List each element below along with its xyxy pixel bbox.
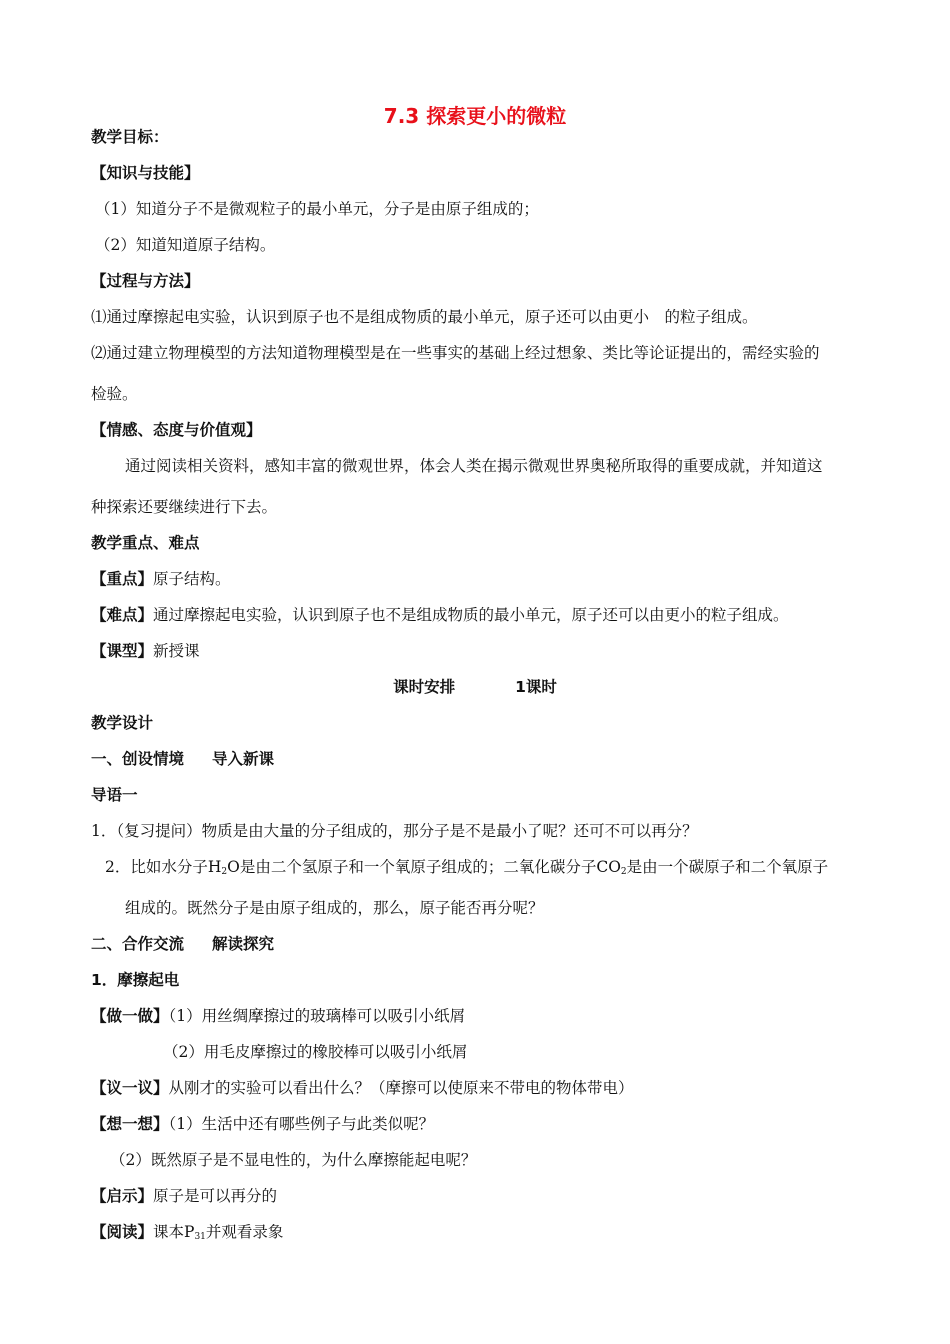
key-point-text: 原子结构。 bbox=[153, 570, 231, 588]
section-1-subtitle: 导入新课 bbox=[212, 750, 275, 768]
process-item-2-cont: 检验。 bbox=[91, 385, 138, 403]
hint-text: 原子是可以再分的 bbox=[153, 1187, 278, 1205]
discuss-line bbox=[91, 1078, 634, 1098]
key-points-heading: 教学重点、难点 bbox=[91, 534, 200, 552]
process-item-2: ⑵通过建立物理模型的方法知道物理模型是在一些事实的基础上经过想象、类比等论证提出的，需经实验的 bbox=[91, 344, 820, 362]
subscript: 2 bbox=[620, 867, 627, 877]
knowledge-item-2: （2）知道知道原子结构。 bbox=[95, 236, 276, 254]
discuss-label: 【议一议】 bbox=[91, 1079, 169, 1097]
design-heading: 教学设计 bbox=[91, 714, 154, 732]
read-text-a: 课本P bbox=[153, 1223, 195, 1241]
process-heading: 【过程与方法】 bbox=[91, 272, 200, 290]
read-text-b: 并观看录象 bbox=[205, 1223, 284, 1241]
section-2-subtitle: 解读探究 bbox=[212, 935, 275, 953]
friction-heading: 1．摩擦起电 bbox=[91, 971, 180, 989]
discuss-text: 从刚才的实验可以看出什么？（摩擦可以使原来不带电的物体带电） bbox=[168, 1079, 634, 1097]
do-label: 【做一做】 bbox=[91, 1007, 169, 1025]
read-line bbox=[91, 1222, 283, 1247]
think-label: 【想一想】 bbox=[91, 1115, 169, 1133]
think-line bbox=[91, 1114, 434, 1134]
schedule-line bbox=[0, 677, 950, 697]
difficult-point-label: 【难点】 bbox=[91, 606, 154, 624]
intro-item-2-text-b: O是由二个氢原子和一个氧原子组成的；二氧化碳分子CO bbox=[227, 858, 621, 876]
lesson-type-text: 新授课 bbox=[153, 642, 200, 660]
knowledge-heading: 【知识与技能】 bbox=[91, 164, 200, 182]
intro-item-2 bbox=[105, 857, 828, 882]
lesson-type-line bbox=[91, 641, 200, 661]
objectives-heading: 教学目标： bbox=[91, 128, 169, 146]
subscript: 2 bbox=[221, 867, 228, 877]
intro-item-2-text-a: 2．比如水分子H bbox=[105, 858, 222, 876]
knowledge-item-1: （1）知道分子不是微观粒子的最小单元，分子是由原子组成的； bbox=[95, 200, 539, 218]
hint-label: 【启示】 bbox=[91, 1187, 154, 1205]
section-1-heading bbox=[91, 749, 274, 769]
key-point-line bbox=[91, 569, 231, 589]
section-2-heading bbox=[91, 934, 274, 954]
process-item-1: ⑴通过摩擦起电实验，认识到原子也不是组成物质的最小单元，原子还可以由更小 的粒子组成。 bbox=[91, 308, 758, 326]
emotion-text: 通过阅读相关资料，感知丰富的微观世界，体会人类在揭示微观世界奥秘所取得的重要成就，并知道这 bbox=[125, 457, 823, 475]
section-1-title: 一、创设情境 bbox=[91, 750, 185, 768]
key-point-label: 【重点】 bbox=[91, 570, 154, 588]
intro-item-2-cont: 组成的。既然分子是由原子组成的，那么，原子能否再分呢？ bbox=[125, 899, 544, 917]
think-item-1: （1）生活中还有哪些例子与此类似呢？ bbox=[168, 1115, 435, 1133]
emotion-text-cont: 种探索还要继续进行下去。 bbox=[91, 498, 278, 516]
do-item-1: （1）用丝绸摩擦过的玻璃棒可以吸引小纸屑 bbox=[168, 1007, 466, 1025]
do-item-2: （2）用毛皮摩擦过的橡胶棒可以吸引小纸屑 bbox=[163, 1043, 468, 1061]
difficult-point-text: 通过摩擦起电实验，认识到原子也不是组成物质的最小单元，原子还可以由更小的粒子组成。 bbox=[153, 606, 789, 624]
do-line bbox=[91, 1006, 465, 1026]
think-item-2: （2）既然原子是不显电性的，为什么摩擦能起电呢？ bbox=[110, 1151, 477, 1169]
read-label: 【阅读】 bbox=[91, 1223, 154, 1241]
intro-item-2-text-c: 是由一个碳原子和二个氧原子 bbox=[626, 858, 829, 876]
subscript: 31 bbox=[194, 1232, 206, 1242]
intro-item-1: 1．（复习提问）物质是由大量的分子组成的，那分子是不是最小了呢？还可不可以再分？ bbox=[91, 822, 698, 840]
page-title: 7.3 探索更小的微粒 bbox=[383, 104, 567, 128]
difficult-point-line bbox=[91, 605, 789, 625]
schedule-value: 1课时 bbox=[515, 678, 557, 696]
emotion-heading: 【情感、态度与价值观】 bbox=[91, 421, 262, 439]
section-2-title: 二、合作交流 bbox=[91, 935, 185, 953]
intro-heading: 导语一 bbox=[91, 786, 138, 804]
schedule-label: 课时安排 bbox=[393, 678, 456, 696]
lesson-type-label: 【课型】 bbox=[91, 642, 154, 660]
hint-line bbox=[91, 1186, 277, 1206]
